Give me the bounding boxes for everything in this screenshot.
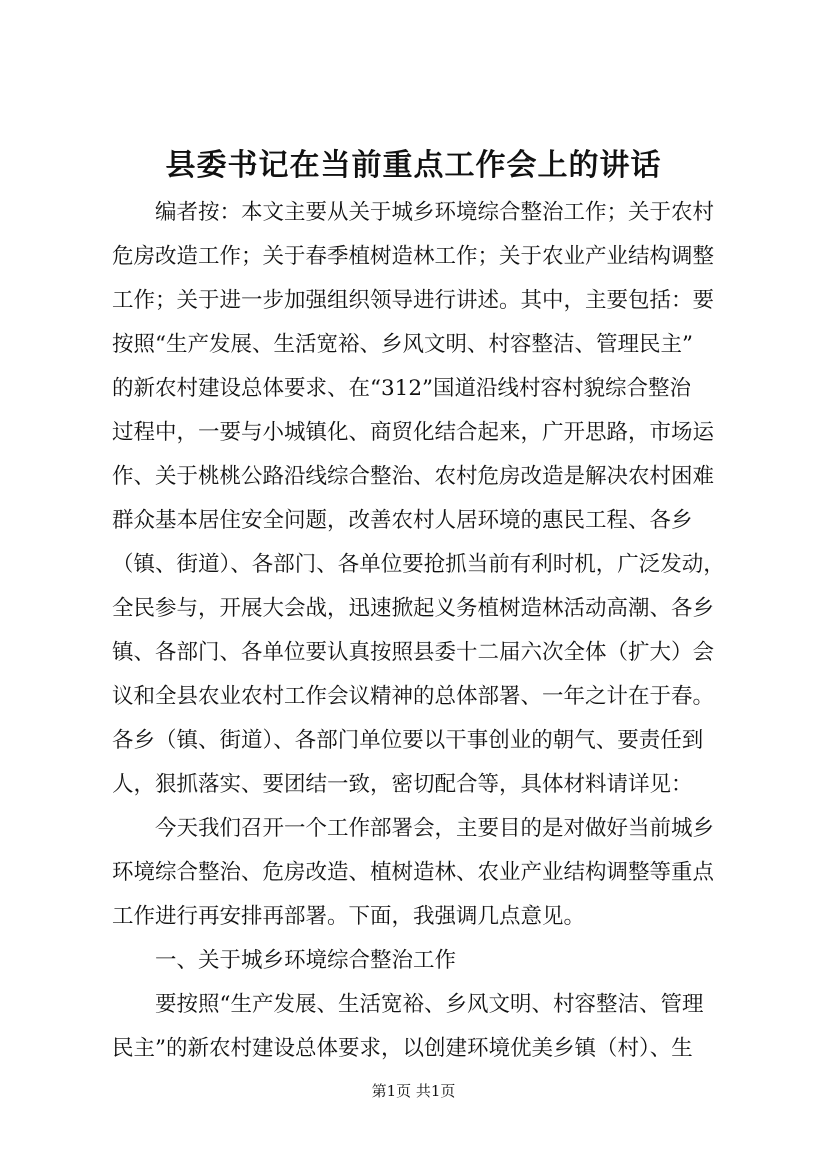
text-line: （镇、街道）、各部门、各单位要抢抓当前有利时机，广泛发动， bbox=[112, 552, 725, 577]
text-line: 镇、各部门、各单位要认真按照县委十二届六次全体（扩大）会 bbox=[112, 640, 715, 665]
intro-paragraph bbox=[112, 807, 744, 939]
section-paragraph bbox=[112, 983, 744, 1071]
section-heading-block bbox=[112, 939, 744, 983]
text-line: 危房改造工作；关于春季植树造林工作；关于农业产业结构调整 bbox=[112, 244, 715, 269]
text-line: 全民参与，开展大会战，迅速掀起义务植树造林活动高潮、各乡 bbox=[112, 596, 715, 621]
text-line: 的新农村建设总体要求、在“312”国道沿线村容村貌综合整治 bbox=[112, 376, 692, 401]
text-line: 工作；关于进一步加强组织领导进行讲述。其中，主要包括：要 bbox=[112, 288, 715, 313]
text-line: 议和全县农业农村工作会议精神的总体部署、一年之计在于春。 bbox=[112, 684, 715, 709]
text-line: 民主”的新农村建设总体要求，以创建环境优美乡镇（村）、生 bbox=[112, 1036, 693, 1061]
text-line: 人，狠抓落实、要团结一致，密切配合等，具体材料请详见： bbox=[112, 772, 693, 797]
text-line: 过程中，一要与小城镇化、商贸化结合起来，广开思路，市场运 bbox=[112, 420, 715, 445]
text-line: 各乡（镇、街道）、各部门单位要以干事创业的朝气、要责任到 bbox=[112, 728, 704, 753]
document-title: 县委书记在当前重点工作会上的讲话 bbox=[165, 148, 662, 183]
text-line: 环境综合整治、危房改造、植树造林、农业产业结构调整等重点 bbox=[112, 860, 715, 885]
text-line: 编者按：本文主要从关于城乡环境综合整治工作；关于农村 bbox=[155, 200, 715, 225]
text-line: 群众基本居住安全问题，改善农村人居环境的惠民工程、各乡 bbox=[112, 508, 693, 533]
section-heading: 一、关于城乡环境综合整治工作 bbox=[155, 948, 457, 973]
text-line: 作、关于桃桃公路沿线综合整治、农村危房改造是解决农村困难 bbox=[112, 464, 715, 489]
text-line: 要按照“生产发展、生活宽裕、乡风文明、村容整洁、管理 bbox=[155, 992, 704, 1017]
editor-note bbox=[112, 191, 744, 807]
text-line: 今天我们召开一个工作部署会，主要目的是对做好当前城乡 bbox=[155, 816, 715, 841]
text-line: 按照“生产发展、生活宽裕、乡风文明、村容整洁、管理民主” bbox=[112, 332, 693, 357]
page-footer: 第1页 共1页 bbox=[371, 1082, 456, 1100]
text-line: 工作进行再安排再部署。下面，我强调几点意见。 bbox=[112, 904, 586, 929]
